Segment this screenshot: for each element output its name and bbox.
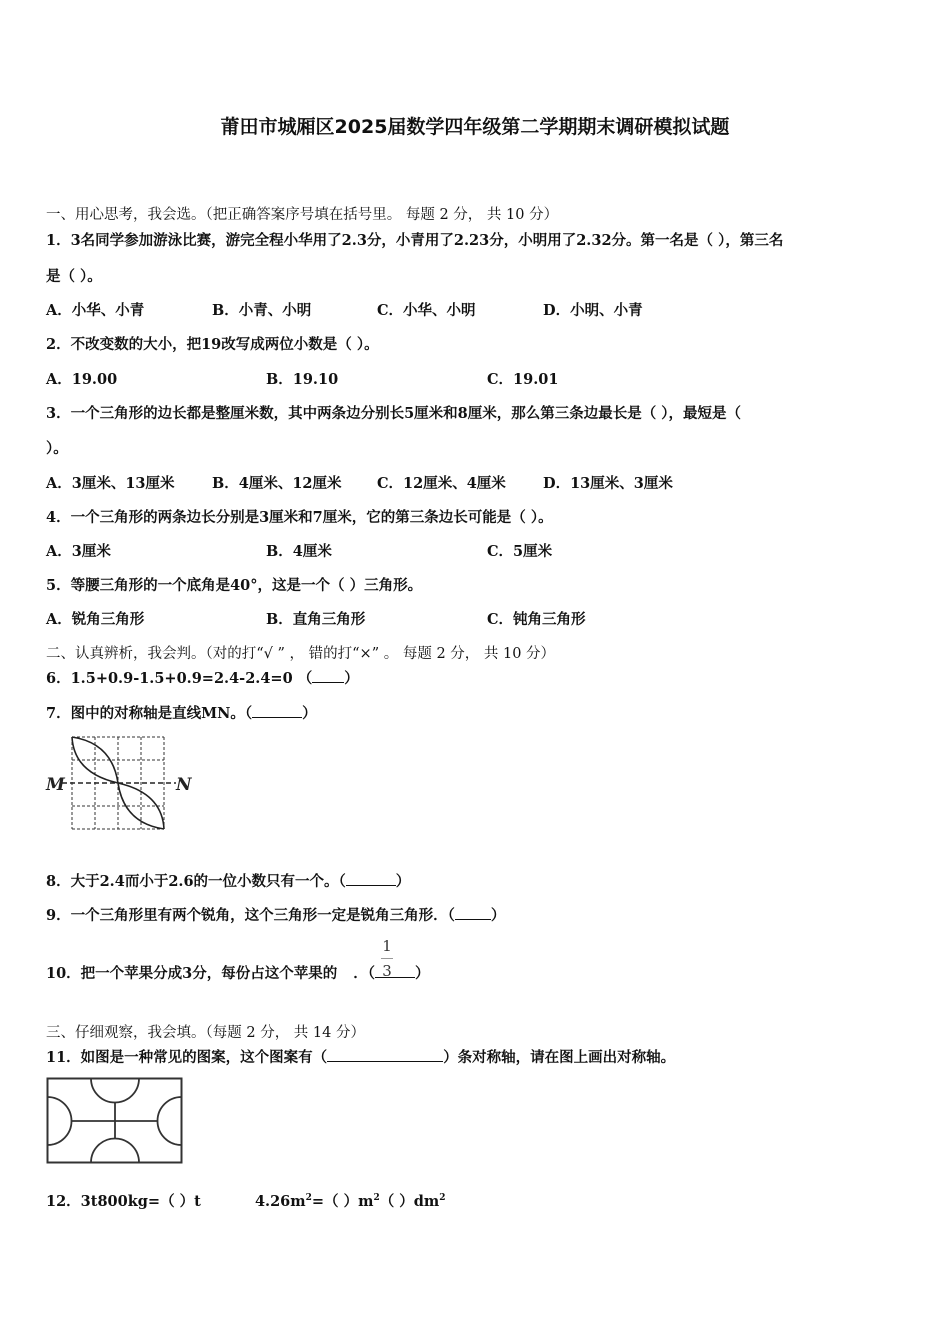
q1-option-c: C．小华、小明 — [377, 302, 476, 319]
question-7-text: 7．图中的对称轴是直线MN。（ — [46, 705, 253, 722]
question-10-close: ） — [415, 965, 430, 982]
fraction-numerator: 1 — [382, 937, 392, 955]
question-6 — [46, 667, 359, 688]
question-11-text: 11．如图是一种常见的图案，这个图案有（ — [46, 1049, 328, 1066]
question-9-text: 9．一个三角形里有两个锐角，这个三角形一定是锐角三角形．（ — [46, 907, 455, 924]
question-10 — [46, 962, 430, 983]
answer-blank-11[interactable] — [327, 1047, 443, 1062]
question-11-after: ）条对称轴，请在图上画出对称轴。 — [443, 1049, 676, 1066]
q5-option-b: B．直角三角形 — [266, 611, 366, 628]
question-7 — [46, 702, 317, 723]
q1-option-d: D．小明、小青 — [543, 302, 643, 319]
question-10-text: 10．把一个苹果分成3分，每份占这个苹果的 — [46, 965, 338, 982]
question-12-part-2b: =（ ）m — [311, 1193, 374, 1210]
question-2: 2．不改变数的大小，把19改写成两位小数是（ ）。 — [46, 336, 379, 353]
q2-option-b: B．19.10 — [266, 371, 339, 388]
question-9 — [46, 904, 505, 925]
question-1-line-2: 是（ ）。 — [46, 268, 102, 285]
q2-option-a: A．19.00 — [46, 371, 118, 388]
question-3-line-1: 3．一个三角形的边长都是整厘米数，其中两条边分别长5厘米和8厘米，那么第三条边最长是（ ），最短是（ — [46, 405, 742, 422]
q5-option-a: A．锐角三角形 — [46, 611, 145, 628]
pattern-figure — [46, 1077, 184, 1165]
q4-option-a: A．3厘米 — [46, 543, 111, 560]
question-7-close: ） — [302, 705, 317, 722]
question-1-line-1: 1．3名同学参加游泳比赛，游完全程小华用了2.3分，小青用了2.23分，小明用了2.32分。第一名是（ ），第三名 — [46, 232, 784, 249]
answer-blank-8[interactable] — [346, 871, 396, 886]
symmetry-grid-figure — [44, 733, 196, 833]
answer-blank-10[interactable] — [375, 963, 415, 978]
superscript-2c: 2 — [439, 1193, 446, 1204]
q1-option-a: A．小华、小青 — [46, 302, 145, 319]
q1-option-b: B．小青、小明 — [212, 302, 312, 319]
question-10-after: ．（ — [353, 965, 376, 982]
q4-option-c: C．5厘米 — [487, 543, 553, 560]
answer-blank-6[interactable] — [312, 668, 344, 683]
label-n: N — [176, 775, 192, 795]
q5-option-c: C．钝角三角形 — [487, 611, 586, 628]
q3-option-c: C．12厘米、4厘米 — [377, 475, 506, 492]
question-6-close: ） — [344, 670, 359, 687]
superscript-2b: 2 — [373, 1193, 380, 1204]
q3-option-b: B．4厘米、12厘米 — [212, 475, 342, 492]
question-5: 5．等腰三角形的一个底角是40°，这是一个（ ）三角形。 — [46, 577, 423, 594]
answer-blank-7[interactable] — [252, 703, 302, 718]
question-8 — [46, 870, 410, 891]
fraction-bar — [381, 958, 393, 959]
question-12 — [46, 1190, 446, 1211]
page-title: 莆田市城厢区2025届数学四年级第二学期期末调研模拟试题 — [220, 116, 730, 138]
q3-option-a: A．3厘米、13厘米 — [46, 475, 175, 492]
question-12-part-2c: （ ）dm — [379, 1193, 440, 1210]
section-heading-2: 二、认真辨析，我会判。（对的打“√ ” ， 错的打“×” 。 每题 2 分， 共 10 分） — [46, 646, 556, 662]
question-9-close: ） — [490, 907, 506, 924]
question-12-part-1: 12．3t800kg=（ ）t — [46, 1193, 201, 1210]
label-m: M — [46, 775, 65, 795]
question-12-part-2a: 4.26m — [254, 1193, 306, 1210]
question-8-close: ） — [395, 873, 411, 890]
answer-blank-9[interactable] — [455, 905, 491, 920]
question-8-text: 8．大于2.4而小于2.6的一位小数只有一个。（ — [46, 873, 346, 890]
question-11 — [46, 1046, 675, 1067]
section-heading-3: 三、仔细观察，我会填。（每题 2 分， 共 14 分） — [46, 1025, 365, 1041]
question-3-line-2: ）。 — [46, 440, 68, 457]
q4-option-b: B．4厘米 — [266, 543, 332, 560]
question-6-text: 6．1.5+0.9-1.5+0.9=2.4-2.4=0 （ — [46, 670, 313, 687]
fraction-denominator: 3 — [382, 962, 392, 980]
q3-option-d: D．13厘米、3厘米 — [543, 475, 673, 492]
section-heading-1: 一、用心思考，我会选。（把正确答案序号填在括号里。 每题 2 分， 共 10 分） — [46, 207, 559, 223]
question-4: 4．一个三角形的两条边长分别是3厘米和7厘米，它的第三条边长可能是（ ）。 — [46, 509, 553, 526]
q2-option-c: C．19.01 — [487, 371, 559, 388]
superscript-2a: 2 — [305, 1193, 312, 1204]
